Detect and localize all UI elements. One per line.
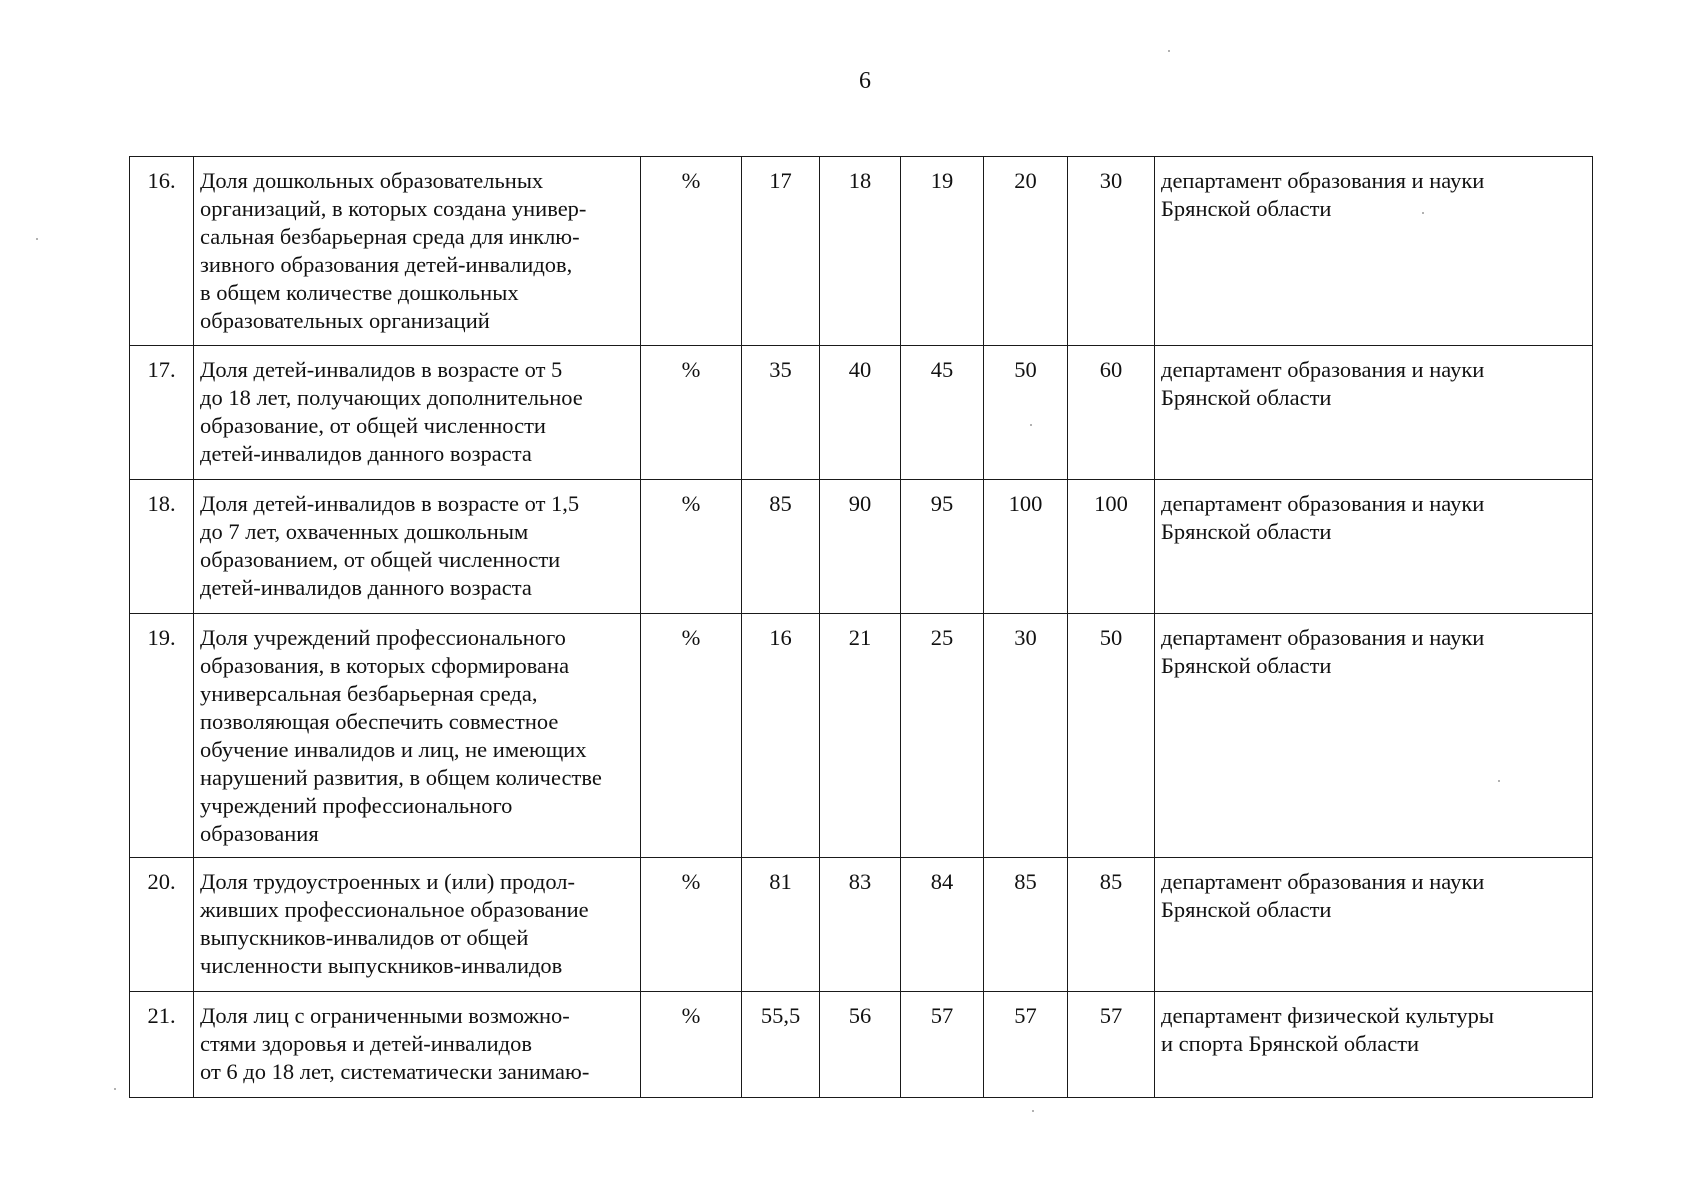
value-cell: 16	[742, 614, 820, 858]
value-cell: 45	[901, 346, 984, 480]
indicator-name: Доля дошкольных образовательных организаций, в которых создана универ- сальная безбарьерная среда для инклю- зивного образования детей-инвалидов, в общем количестве дошкольных образовательных организаций	[194, 157, 641, 346]
indicator-name: Доля учреждений профессионального образования, в которых сформирована универсальная безбарьерная среда, позволяющая обеспечить совместное обучение инвалидов и лиц, не имеющих нарушений развития, в общем количестве учреждений профессионального образования	[194, 614, 641, 858]
value-cell: 57	[1068, 992, 1155, 1098]
value-cell: 18	[820, 157, 901, 346]
scan-speck	[1032, 1110, 1034, 1112]
responsible-cell: департамент физической культуры и спорта Брянской области	[1155, 992, 1593, 1098]
value-cell: 20	[984, 157, 1068, 346]
row-number: 18.	[130, 480, 194, 614]
scan-speck	[1498, 780, 1500, 782]
indicators-table	[129, 156, 1593, 1098]
value-cell: 90	[820, 480, 901, 614]
row-number: 21.	[130, 992, 194, 1098]
scan-speck	[1422, 212, 1424, 214]
value-cell: 83	[820, 858, 901, 992]
value-cell: 30	[984, 614, 1068, 858]
value-cell: 85	[1068, 858, 1155, 992]
responsible-cell: департамент образования и науки Брянской области	[1155, 858, 1593, 992]
page-number: 6	[859, 68, 871, 94]
unit-cell: %	[641, 992, 742, 1098]
value-cell: 60	[1068, 346, 1155, 480]
responsible-cell: департамент образования и науки Брянской области	[1155, 346, 1593, 480]
table-row	[130, 346, 1593, 480]
value-cell: 100	[984, 480, 1068, 614]
table-row	[130, 614, 1593, 858]
scan-speck	[1168, 50, 1170, 52]
indicator-name: Доля лиц с ограниченными возможно- стями здоровья и детей-инвалидов от 6 до 18 лет, систематически занимаю-	[194, 992, 641, 1098]
table-row	[130, 992, 1593, 1098]
scan-speck	[36, 238, 38, 240]
value-cell: 50	[1068, 614, 1155, 858]
row-number: 19.	[130, 614, 194, 858]
unit-cell: %	[641, 480, 742, 614]
value-cell: 30	[1068, 157, 1155, 346]
row-number: 17.	[130, 346, 194, 480]
scan-speck	[1030, 424, 1032, 426]
value-cell: 81	[742, 858, 820, 992]
value-cell: 84	[901, 858, 984, 992]
responsible-cell: департамент образования и науки Брянской области	[1155, 480, 1593, 614]
value-cell: 85	[742, 480, 820, 614]
value-cell: 35	[742, 346, 820, 480]
responsible-cell: департамент образования и науки Брянской области	[1155, 157, 1593, 346]
responsible-cell: департамент образования и науки Брянской области	[1155, 614, 1593, 858]
row-number: 16.	[130, 157, 194, 346]
unit-cell: %	[641, 614, 742, 858]
value-cell: 55,5	[742, 992, 820, 1098]
value-cell: 17	[742, 157, 820, 346]
unit-cell: %	[641, 346, 742, 480]
table-row	[130, 858, 1593, 992]
scan-speck	[114, 1088, 116, 1090]
value-cell: 100	[1068, 480, 1155, 614]
unit-cell: %	[641, 858, 742, 992]
table-row	[130, 157, 1593, 346]
indicator-name: Доля детей-инвалидов в возрасте от 1,5 до 7 лет, охваченных дошкольным образованием, от общей численности детей-инвалидов данного возраста	[194, 480, 641, 614]
value-cell: 50	[984, 346, 1068, 480]
indicator-name: Доля детей-инвалидов в возрасте от 5 до 18 лет, получающих дополнительное образование, от общей численности детей-инвалидов данного возраста	[194, 346, 641, 480]
value-cell: 25	[901, 614, 984, 858]
value-cell: 85	[984, 858, 1068, 992]
value-cell: 40	[820, 346, 901, 480]
value-cell: 19	[901, 157, 984, 346]
value-cell: 57	[901, 992, 984, 1098]
unit-cell: %	[641, 157, 742, 346]
value-cell: 95	[901, 480, 984, 614]
table-row	[130, 480, 1593, 614]
row-number: 20.	[130, 858, 194, 992]
indicator-name: Доля трудоустроенных и (или) продол- живших профессиональное образование выпускников-инвалидов от общей численности выпускников-инвалидов	[194, 858, 641, 992]
value-cell: 56	[820, 992, 901, 1098]
value-cell: 21	[820, 614, 901, 858]
value-cell: 57	[984, 992, 1068, 1098]
